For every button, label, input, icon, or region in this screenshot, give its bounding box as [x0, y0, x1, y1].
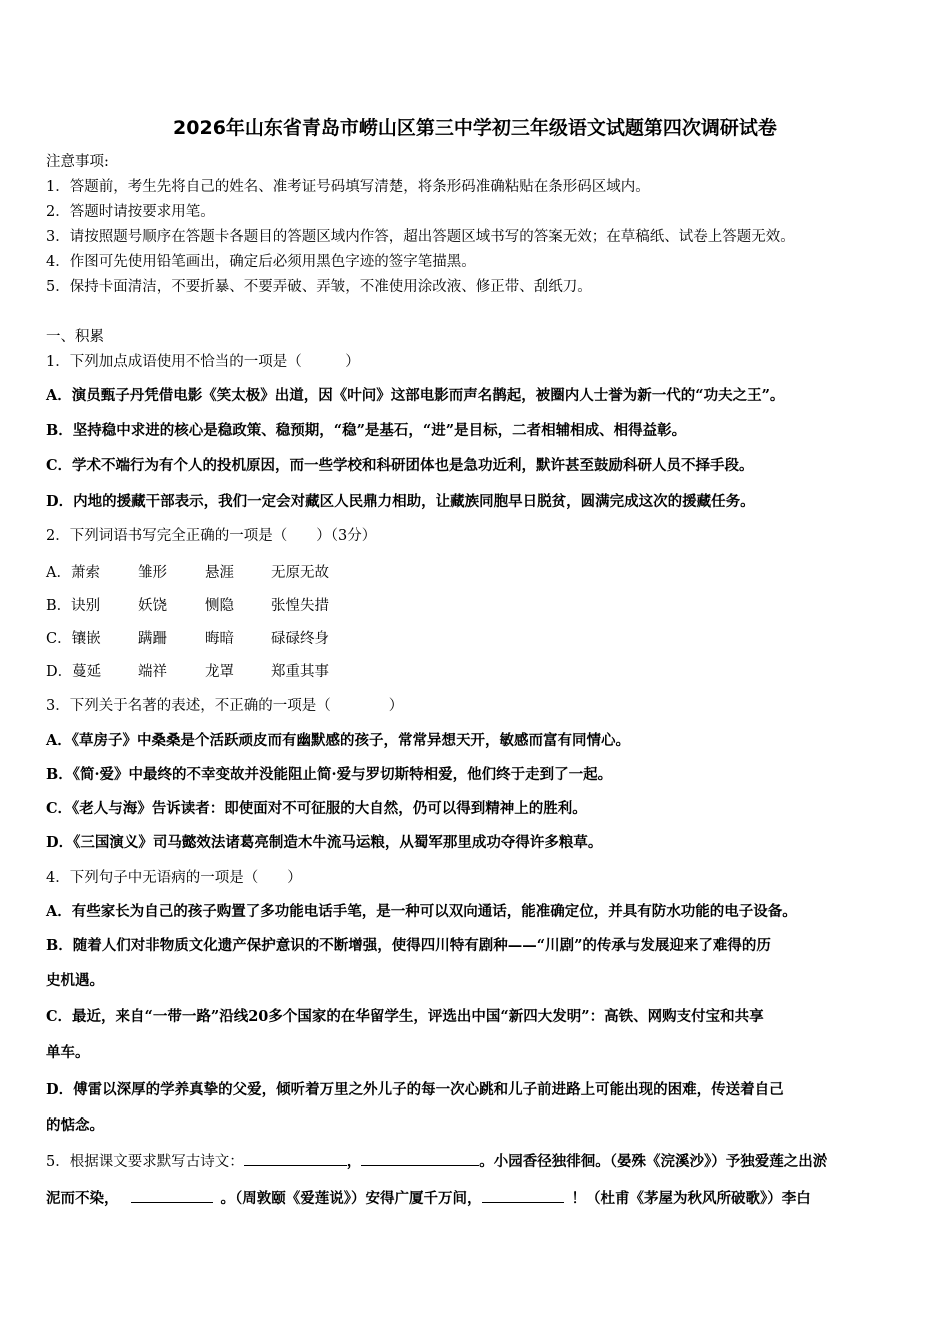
answer-blank[interactable] — [482, 1188, 564, 1203]
notice-item: 5．保持卡面清洁，不要折暴、不要弄破、弄皱，不准使用涂改液、修正带、刮纸刀。 — [46, 279, 592, 295]
page-title: 2026年山东省青岛市崂山区第三中学初三年级语文试题第四次调研试卷 — [173, 117, 777, 139]
question-5-line-2 — [46, 1188, 811, 1208]
question-4-option-c: C．最近，来自“一带一路”沿线20多个国家的在华留学生，评选出中国“新四大发明”：高铁、网购支付宝和共享 — [46, 1008, 764, 1025]
question-2-option-b-word: 张惶失措 — [271, 598, 329, 614]
question-3-option-c: C．《老人与海》告诉读者：即使面对不可征服的大自然，仍可以得到精神上的胜利。 — [46, 800, 587, 817]
question-3-stem: 3．下列关于名著的表述，不正确的一项是（ ） — [46, 698, 404, 714]
question-1-option-c: C．学术不端行为有个人的投机原因，而一些学校和科研团体也是急功近利，默许甚至鼓励科研人员不择手段。 — [46, 457, 754, 474]
question-2-option-b-word: 妖饶 — [138, 598, 167, 614]
question-2-option-c-word: 晦暗 — [205, 631, 234, 647]
question-4-option-b-cont: 史机遇。 — [46, 972, 104, 989]
question-1-option-a: A．演员甄子丹凭借电影《笑太极》出道，因《叶问》这部电影而声名鹊起，被圈内人士誉为新一代的“功夫之王”。 — [46, 387, 785, 404]
answer-blank[interactable] — [244, 1151, 347, 1166]
question-2-option-a-word: 悬涯 — [205, 565, 234, 581]
question-4-option-a: A．有些家长为自己的孩子购置了多功能电话手笔，是一种可以双向通话，能准确定位，并具有防水功能的电子设备。 — [46, 903, 797, 920]
question-4-option-d: D．傅雷以深厚的学养真挚的父爱，倾听着万里之外儿子的每一次心跳和儿子前进路上可能出现的困难，传送着自己 — [46, 1081, 784, 1098]
question-5-text: 泥而不染， — [46, 1190, 119, 1207]
question-2-option-a-word: 无原无故 — [271, 565, 329, 581]
question-2-option-b-word: B．诀别 — [46, 598, 101, 614]
question-3-option-a: A．《草房子》中桑桑是个活跃顽皮而有幽默感的孩子，常常异想天开，敏感而富有同情心。 — [46, 732, 630, 749]
question-4-stem: 4．下列句子中无语病的一项是（ ） — [46, 870, 302, 886]
question-5-intro: 5．根据课文要求默写古诗文： — [46, 1154, 244, 1170]
question-2-option-c-word: 蹒跚 — [138, 631, 167, 647]
question-5-text: 。（周敦颐《爱莲说》）安得广厦千万间， — [220, 1190, 482, 1207]
question-2-option-a-word: A．萧索 — [46, 565, 100, 581]
question-2-option-a-word: 雏形 — [138, 565, 167, 581]
question-3-option-d: D．《三国演义》司马懿效法诸葛亮制造木牛流马运粮，从蜀军那里成功夺得许多粮草。 — [46, 834, 603, 851]
question-3-option-b: B．《简·爱》中最终的不幸变故并没能阻止简·爱与罗切斯特相爱，他们终于走到了一起。 — [46, 766, 613, 783]
notice-item: 1．答题前，考生先将自己的姓名、准考证号码填写清楚，将条形码准确粘贴在条形码区域内。 — [46, 179, 650, 195]
question-2-option-d-word: D．蔓延 — [46, 664, 102, 680]
notice-heading: 注意事项: — [46, 154, 109, 170]
question-2-option-c-word: C．镶嵌 — [46, 631, 101, 647]
notice-item: 2．答题时请按要求用笔。 — [46, 204, 215, 220]
notice-item: 4．作图可先使用铅笔画出，确定后必须用黑色字迹的签字笔描黑。 — [46, 254, 476, 270]
answer-blank[interactable] — [131, 1188, 213, 1203]
question-5-text: 。小园香径独徘徊。（晏殊《浣溪沙》）予独爱莲之出淤 — [479, 1153, 828, 1170]
question-2-option-d-word: 端祥 — [138, 664, 167, 680]
section-heading: 一、积累 — [46, 329, 104, 345]
notice-item: 3．请按照题号顺序在答题卡各题目的答题区域内作答，超出答题区域书写的答案无效；在草稿纸、试卷上答题无效。 — [46, 229, 795, 245]
comma: ， — [346, 1153, 362, 1170]
question-2-option-d-word: 郑重其事 — [271, 664, 329, 680]
question-2-option-b-word: 恻隐 — [205, 598, 234, 614]
question-5-text: ！（杜甫《茅屋为秋风所破歌》）李白 — [571, 1190, 811, 1207]
question-1-option-b: B．坚持稳中求进的核心是稳政策、稳预期，“稳”是基石，“进”是目标，二者相辅相成、相得益彰。 — [46, 422, 687, 439]
question-4-option-b: B．随着人们对非物质文化遗产保护意识的不断增强，使得四川特有剧种——“川剧”的传承与发展迎来了难得的历 — [46, 937, 771, 954]
question-5-line-1 — [46, 1151, 827, 1171]
question-4-option-d-cont: 的惦念。 — [46, 1117, 104, 1134]
question-4-option-c-cont: 单车。 — [46, 1044, 90, 1061]
question-1-stem: 1．下列加点成语使用不恰当的一项是（ ） — [46, 354, 360, 370]
question-2-stem: 2．下列词语书写完全正确的一项是（ ）（3分） — [46, 528, 377, 544]
question-2-option-d-word: 龙罩 — [205, 664, 234, 680]
answer-blank[interactable] — [361, 1151, 479, 1166]
question-1-option-d: D．内地的援藏干部表示，我们一定会对藏区人民鼎力相助，让藏族同胞早日脱贫，圆满完成这次的援藏任务。 — [46, 493, 755, 510]
question-2-option-c-word: 碌碌终身 — [271, 631, 329, 647]
